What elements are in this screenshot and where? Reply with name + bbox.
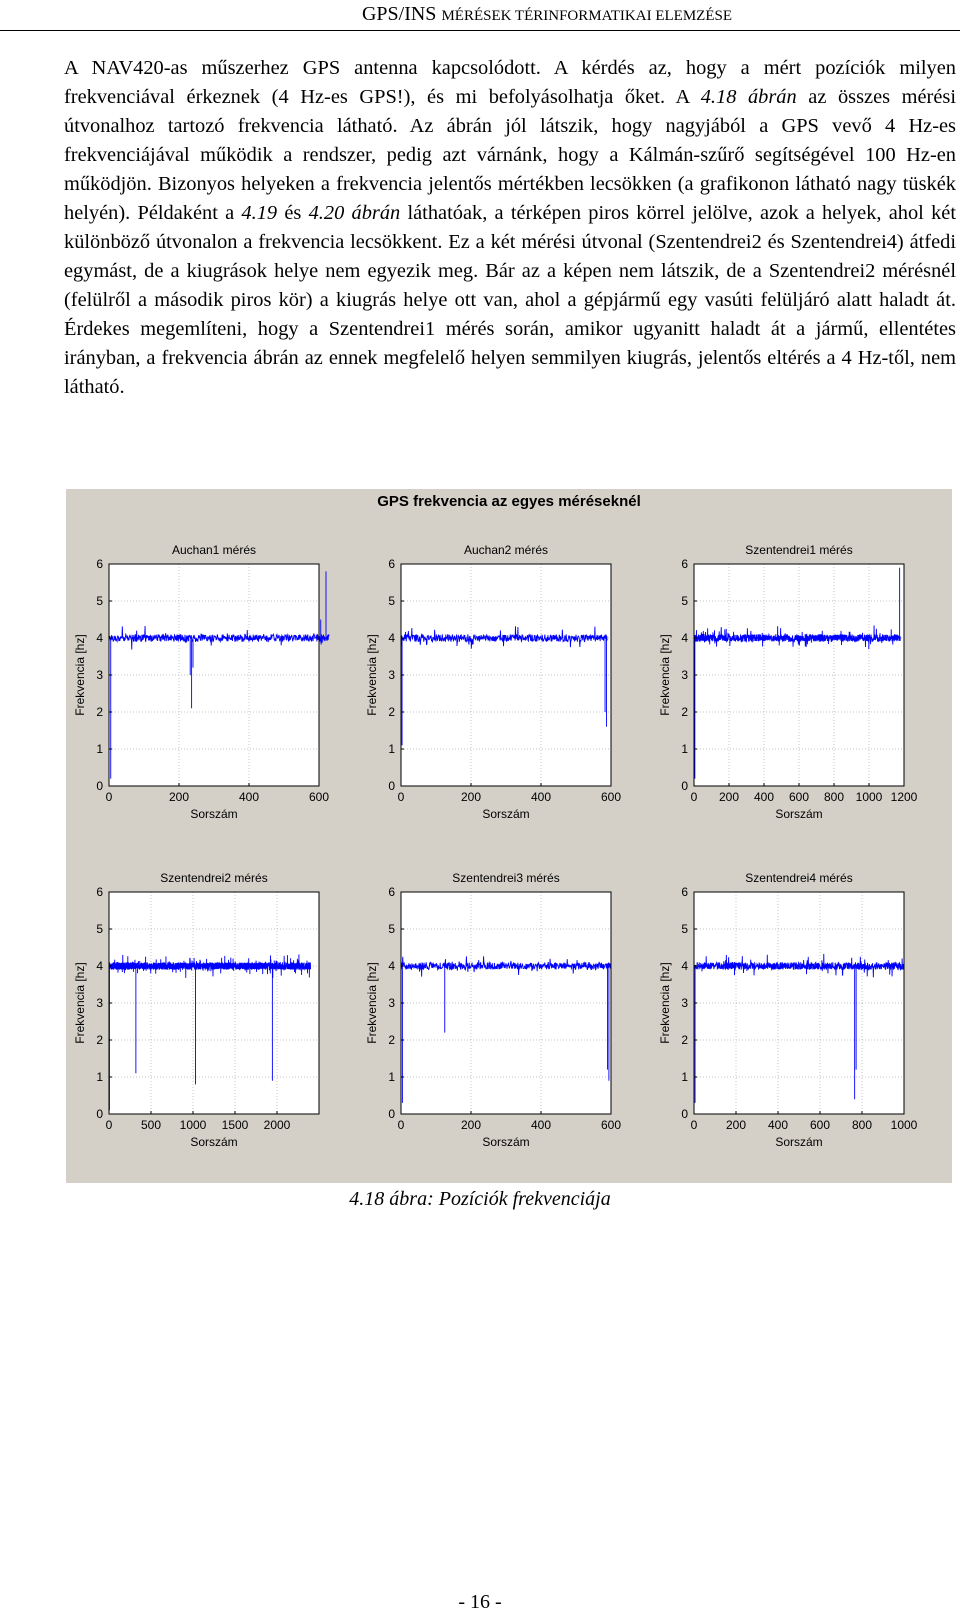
y-axis-label: Frekvencia [hz]	[73, 962, 87, 1044]
y-tick-label: 5	[388, 594, 395, 608]
y-tick-label: 5	[681, 922, 688, 936]
x-tick-label: 1000	[855, 790, 883, 804]
x-tick-label: 1200	[890, 790, 918, 804]
x-tick-label: 200	[718, 790, 740, 804]
y-tick-label: 4	[388, 631, 395, 645]
y-tick-label: 1	[681, 742, 688, 756]
y-tick-label: 3	[681, 996, 688, 1010]
y-tick-label: 2	[388, 705, 395, 719]
y-tick-label: 3	[681, 668, 688, 682]
x-tick-label: 1000	[179, 1118, 207, 1132]
y-axis-label: Frekvencia [hz]	[365, 962, 379, 1044]
x-tick-label: 500	[140, 1118, 162, 1132]
y-axis-label: Frekvencia [hz]	[365, 634, 379, 716]
y-tick-label: 2	[388, 1033, 395, 1047]
chart-title: Szentendrei1 mérés	[745, 543, 853, 557]
paragraph-part-2: az összes mérési útvonalhoz tartozó frekvencia látható. Az ábrán jól látszik, hogy nagyjából a GPS vevő 4 Hz-es frekvenciájával működik a rendszer, pedig azt várnánk, hogy a Kálmán-szűrő segítségével 100 Hz-en működjön. Bizonyos helyeken a frekvencia jelentős mértékben lecsökken (a grafikonon látható nagy tüskék helyén). Példaként a	[64, 86, 957, 224]
x-tick-label: 800	[823, 790, 845, 804]
x-tick-label: 200	[460, 1118, 482, 1132]
y-tick-label: 6	[96, 557, 103, 571]
x-tick-label: 600	[308, 790, 330, 804]
y-tick-label: 4	[388, 959, 395, 973]
y-axis-label: Frekvencia [hz]	[658, 962, 672, 1044]
y-tick-label: 2	[96, 705, 103, 719]
x-tick-label: 400	[753, 790, 775, 804]
figure-reference-4-18: 4.18 ábrán	[700, 86, 797, 108]
x-tick-label: 600	[600, 790, 622, 804]
paragraph-part-1: A NAV420-as műszerhez GPS antenna kapcsolódott. A kérdés az, hogy a mért pozíciók milyen frekvenciával érkeznek (4 Hz-es GPS!), és mi befolyásolhatja őket. A	[64, 57, 956, 108]
x-tick-label: 0	[690, 790, 698, 804]
y-tick-label: 0	[388, 779, 395, 793]
running-header	[0, 0, 960, 31]
chart-title: Szentendrei4 mérés	[745, 871, 853, 885]
y-tick-label: 6	[681, 885, 688, 899]
y-tick-label: 6	[681, 557, 688, 571]
y-tick-label: 5	[96, 594, 103, 608]
chart-panel	[658, 543, 918, 821]
x-tick-label: 600	[809, 1118, 831, 1132]
frequency-charts	[66, 489, 952, 1183]
y-tick-label: 4	[681, 631, 688, 645]
chart-title: Szentendrei2 mérés	[160, 871, 268, 885]
y-tick-label: 3	[388, 996, 395, 1010]
y-tick-label: 2	[96, 1033, 103, 1047]
y-tick-label: 4	[681, 959, 688, 973]
y-tick-label: 0	[388, 1107, 395, 1121]
x-tick-label: 2000	[263, 1118, 291, 1132]
x-axis-label: Sorszám	[775, 1135, 823, 1149]
chart-title: Auchan2 mérés	[463, 543, 549, 557]
figure-caption: 4.18 ábra: Pozíciók frekvenciája	[349, 1188, 611, 1210]
y-tick-label: 0	[96, 779, 103, 793]
paragraph-part-4: láthatóak, a térképen piros körrel jelölve, azok a helyek, ahol két különböző útvonalon a frekvencia lecsökkent. Ez a két mérési útvonal (Szentendrei2 és Szentendrei4) átfedi egymást, de a kiugrások helye nem egyezik meg. Bár az a képen nem látszik, de a Szentendrei2 mérésnél (felülről a második piros kör) a kiugrás helye ott van, ahol a gépjármű egy vasúti felüljáró alatt haladt át. Érdekes megemlíteni, hogy a Szentendrei1 mérés során, amikor ugyanitt haladt át a jármű, ellentétes irányban, a frekvencia ábrán az ennek megfelelő helyen semmilyen kiugrás, jelentős eltérés a 4 Hz-től, nem látható.	[64, 202, 956, 398]
y-tick-label: 2	[681, 1033, 688, 1047]
x-axis-label: Sorszám	[190, 1135, 238, 1149]
y-tick-label: 6	[96, 885, 103, 899]
y-tick-label: 6	[388, 557, 395, 571]
header-title: MÉRÉSEK TÉRINFORMATIKAI ELEMZÉSE	[441, 8, 732, 24]
x-tick-label: 1500	[221, 1118, 249, 1132]
y-tick-label: 0	[681, 1107, 688, 1121]
figure-reference-4-19: 4.19	[241, 202, 278, 224]
chart-panel	[73, 871, 319, 1149]
x-tick-label: 200	[725, 1118, 747, 1132]
y-axis-label: Frekvencia [hz]	[73, 634, 87, 716]
x-axis-label: Sorszám	[775, 807, 823, 821]
chart-panel	[365, 871, 621, 1149]
x-tick-label: 0	[397, 1118, 405, 1132]
body-paragraph	[64, 54, 956, 402]
y-tick-label: 0	[96, 1107, 103, 1121]
x-tick-label: 0	[105, 790, 113, 804]
chart-panel	[658, 871, 918, 1149]
chart-panel	[365, 543, 621, 821]
y-tick-label: 5	[681, 594, 688, 608]
chart-title: Szentendrei3 mérés	[452, 871, 560, 885]
figure-reference-4-20: 4.20 ábrán	[308, 202, 401, 224]
y-tick-label: 2	[681, 705, 688, 719]
chart-panel	[73, 543, 329, 821]
x-tick-label: 400	[530, 1118, 552, 1132]
header-prefix: GPS/INS	[361, 3, 442, 25]
y-tick-label: 6	[388, 885, 395, 899]
x-tick-label: 200	[460, 790, 482, 804]
y-tick-label: 0	[681, 779, 688, 793]
x-axis-label: Sorszám	[482, 1135, 530, 1149]
y-tick-label: 1	[681, 1070, 688, 1084]
x-tick-label: 0	[397, 790, 405, 804]
x-axis-label: Sorszám	[482, 807, 530, 821]
x-tick-label: 400	[767, 1118, 789, 1132]
y-tick-label: 3	[388, 668, 395, 682]
y-axis-label: Frekvencia [hz]	[658, 634, 672, 716]
x-tick-label: 1000	[890, 1118, 918, 1132]
y-tick-label: 3	[96, 996, 103, 1010]
x-tick-label: 400	[530, 790, 552, 804]
y-tick-label: 1	[96, 742, 103, 756]
x-tick-label: 800	[851, 1118, 873, 1132]
figure-4-18	[66, 489, 952, 1183]
y-tick-label: 4	[96, 631, 103, 645]
x-tick-label: 600	[600, 1118, 622, 1132]
y-tick-label: 1	[388, 1070, 395, 1084]
x-axis-label: Sorszám	[190, 807, 238, 821]
y-tick-label: 4	[96, 959, 103, 973]
chart-title: Auchan1 mérés	[171, 543, 257, 557]
paragraph-part-3: és	[277, 202, 309, 224]
figure-title: GPS frekvencia az egyes méréseknél	[377, 493, 641, 510]
x-tick-label: 200	[168, 790, 190, 804]
page-number: - 16 -	[458, 1591, 502, 1613]
y-tick-label: 1	[388, 742, 395, 756]
y-tick-label: 1	[96, 1070, 103, 1084]
y-tick-label: 5	[96, 922, 103, 936]
x-tick-label: 400	[238, 790, 260, 804]
y-tick-label: 5	[388, 922, 395, 936]
y-tick-label: 3	[96, 668, 103, 682]
x-tick-label: 0	[105, 1118, 113, 1132]
x-tick-label: 0	[690, 1118, 698, 1132]
x-tick-label: 600	[788, 790, 810, 804]
